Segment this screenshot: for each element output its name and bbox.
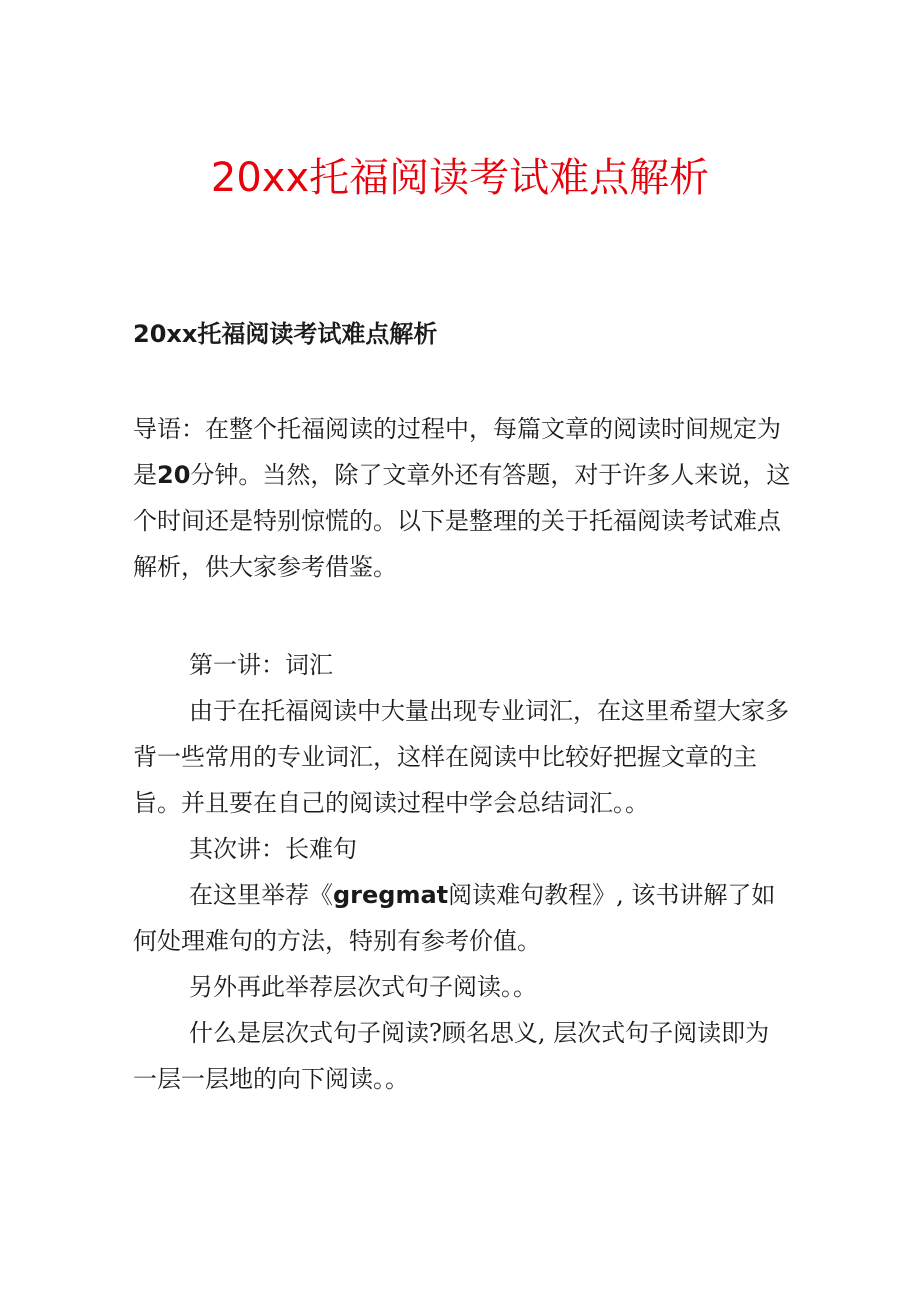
lecture2-heading: 其次讲：长难句 <box>189 835 357 863</box>
layered-reading-explanation: 什么是层次式句子阅读?顾名思义, 层次式句子阅读即为一层一层地的向下阅读。。 <box>133 1019 770 1093</box>
lecture-sections <box>133 642 793 1102</box>
intro-text-end: 分钟。当然，除了文章外还有答题，对于许多人来说，这个时间还是特别惊慌的。以下是整理的关于托福阅读考试难点解析，供大家参考借鉴。 <box>133 461 791 581</box>
lecture2-body-start: 在这里举荐《 <box>189 881 333 909</box>
lecture2-body <box>133 872 793 964</box>
book-title-latin: gregmat <box>333 881 449 909</box>
document-title: 20xx托福阅读考试难点解析 <box>210 155 710 201</box>
lecture2-body-end: 阅读难句教程》, 该书讲解了如何处理难句的方法，特别有参考价值。 <box>133 881 776 955</box>
subtitle-text: 20xx托福阅读考试难点解析 <box>133 320 438 348</box>
extra-recommendation: 另外再此举荐层次式句子阅读。。 <box>189 973 537 1001</box>
lecture1-body: 由于在托福阅读中大量出现专业词汇，在这里希望大家多背一些常用的专业词汇，这样在阅读中比较好把握文章的主旨。并且要在自己的阅读过程中学会总结词汇。。 <box>133 697 789 817</box>
intro-number: 20 <box>157 461 191 489</box>
intro-text-start: 导语：在整个托福阅读的过程中，每篇文章的阅读时间规定为是 <box>133 415 781 489</box>
document-subtitle <box>133 316 437 352</box>
lecture1-heading: 第一讲：词汇 <box>189 651 333 679</box>
intro-paragraph <box>133 406 793 590</box>
